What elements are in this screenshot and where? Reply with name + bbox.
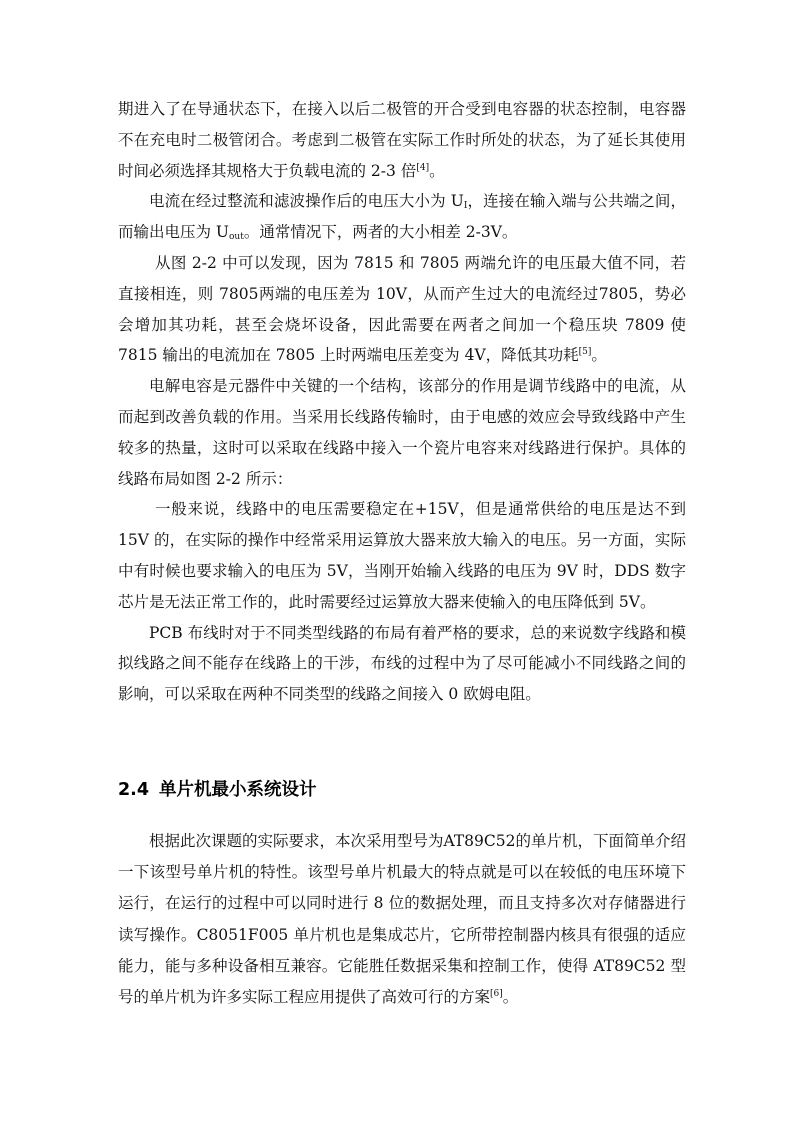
paragraph-tail: 。 bbox=[502, 988, 519, 1007]
section-heading bbox=[118, 776, 317, 801]
paragraph-pcb: PCB 布线时对于不同类型线路的布局有着严格的要求，总的来说数字线路和模拟线路之间不能存在线路上的干涉，布线的过程中为了尽可能减小不同线路之间的影响，可以采取在两种不同类型的线路之间接入 0 欧姆电阻。 bbox=[118, 623, 686, 704]
paragraph-text: 根据此次课题的实际要求，本次采用型号为AT89C52的单片机，下面简单介绍一下该型号单片机的特性。该型号单片机最大的特点就是可以在较低的电压环境下运行，在运行的过程中可以同时进行 8 位的数据处理，而且支持多次对存储器进行读写操作。C8051F005 单片机也是集成芯片，它所带控制器内核具有很强的适应能力，能与多种设备相互兼容。它能胜任数据采集和控制工作，使得 AT89C52 型号的单片机为许多实际工程应用提供了高效可行的方案 bbox=[118, 832, 686, 1007]
subscript: I bbox=[463, 201, 468, 212]
citation: [5] bbox=[578, 347, 592, 358]
paragraph-amplifier: 一般来说，线路中的电压需要稳定在+15V，但是通常供给的电压是达不到 15V 的，在实际的操作中经常采用运算放大器来放大输入的电压。另一方面，实际中有时候也要求输入的电压为 5V，当刚开始输入线路的电压为 9V 时，DDS 数字芯片是无法正常工作的，此时需要经过运算放大器来使输入的电压降低到 5V。 bbox=[118, 500, 686, 611]
paragraph-tail: 。 bbox=[591, 346, 607, 365]
paragraph-text: 电流在经过整流和滤波操作后的电压大小为 U bbox=[149, 192, 464, 211]
paragraph-tail: 。 bbox=[429, 161, 445, 180]
paragraph-voltage bbox=[118, 186, 686, 248]
body-text bbox=[118, 94, 686, 710]
paragraph-text: 。通常情况下，两者的大小相差 2-3V。 bbox=[243, 223, 518, 242]
section-body bbox=[118, 826, 686, 1013]
citation: [6] bbox=[490, 989, 503, 1000]
paragraph-mcu bbox=[118, 826, 686, 1013]
paragraph-capacitor: 电解电容是元器件中关键的一个结构，该部分的作用是调节线路中的电流，从而起到改善负载的作用。当采用长线路传输时，由于电感的效应会导致线路中产生较多的热量，这时可以采取在线路中接入一个瓷片电容来对线路进行保护。具体的线路布局如图 2-2 所示： bbox=[118, 377, 686, 488]
section-title: 单片机最小系统设计 bbox=[159, 780, 317, 800]
paragraph-continuation bbox=[118, 94, 686, 186]
subscript: out bbox=[229, 232, 244, 243]
paragraph-text: 从图 2-2 中可以发现，因为 7815 和 7805 两端允许的电压最大值不同，若直接相连，则 7805两端的电压差为 10V，从而产生过大的电流经过7805，势必会增加其功耗，甚至会烧坏设备，因此需要在两者之间加一个稳压块 7809 使 7815 输出的电流加在 7805 上时两端电压差变为 4V，降低其功耗 bbox=[118, 253, 686, 365]
paragraph-text: 期进入了在导通状态下，在接入以后二极管的开合受到电容器的状态控制，电容器不在充电时二极管闭合。考虑到二极管在实际工作时所处的状态，为了延长其使用时间必须选择其规格大于负载电流的 2-3 倍 bbox=[118, 100, 686, 180]
paragraph-text: ，连接在输入端与公共端之间，而输出电压为 U bbox=[118, 192, 686, 242]
citation: [4] bbox=[416, 162, 430, 173]
paragraph-regulator bbox=[118, 248, 686, 371]
section-number: 2.4 bbox=[118, 780, 150, 800]
